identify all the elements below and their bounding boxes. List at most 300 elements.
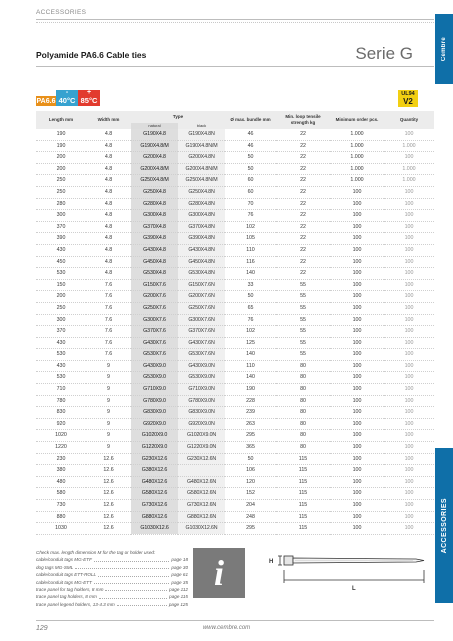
cell-code-black: G1220X9.0N bbox=[178, 442, 225, 454]
reference-item bbox=[36, 586, 188, 593]
cell-width: 9 bbox=[86, 384, 131, 396]
cell-code-black: G530X9.0N bbox=[178, 372, 225, 384]
cell-minimum-order: 100 bbox=[330, 442, 384, 454]
cell-bundle-diameter: 50 bbox=[225, 152, 276, 164]
cell-bundle-diameter: 110 bbox=[225, 244, 276, 256]
cell-code-natural: G480X12.6 bbox=[131, 476, 178, 488]
cell-width: 4.8 bbox=[86, 268, 131, 280]
cell-width: 4.8 bbox=[86, 256, 131, 268]
cell-code-black: G530X7.6N bbox=[178, 349, 225, 361]
cell-width: 7.6 bbox=[86, 291, 131, 303]
table-row bbox=[36, 372, 434, 384]
cell-quantity: 100 bbox=[384, 476, 434, 488]
header-black: black bbox=[178, 123, 225, 129]
title-rule bbox=[36, 66, 434, 67]
cell-tensile-strength: 22 bbox=[276, 175, 330, 187]
cell-code-natural: G390X4.8 bbox=[131, 233, 178, 245]
cell-tensile-strength: 55 bbox=[276, 279, 330, 291]
reference-page: page 30 bbox=[171, 564, 188, 570]
cell-code-black: G190X4.8N/M bbox=[178, 140, 225, 152]
cell-code-natural: G450X4.8 bbox=[131, 256, 178, 268]
cell-code-natural: G710X9.0 bbox=[131, 384, 178, 396]
cell-quantity: 100 bbox=[384, 152, 434, 164]
table-row bbox=[36, 488, 434, 500]
page-number: 129 bbox=[36, 625, 48, 632]
cell-code-natural: G370X7.6 bbox=[131, 326, 178, 338]
cell-quantity: 100 bbox=[384, 488, 434, 500]
cell-tensile-strength: 22 bbox=[276, 140, 330, 152]
cell-quantity: 100 bbox=[384, 337, 434, 349]
cell-minimum-order: 100 bbox=[330, 233, 384, 245]
table-row bbox=[36, 221, 434, 233]
cell-minimum-order: 100 bbox=[330, 221, 384, 233]
cell-bundle-diameter: 46 bbox=[225, 140, 276, 152]
cell-bundle-diameter: 263 bbox=[225, 418, 276, 430]
cell-tensile-strength: 22 bbox=[276, 221, 330, 233]
table-row bbox=[36, 140, 434, 152]
cell-length: 1030 bbox=[36, 523, 86, 535]
leader-dots bbox=[98, 571, 169, 576]
cell-bundle-diameter: 365 bbox=[225, 442, 276, 454]
cell-minimum-order: 100 bbox=[330, 453, 384, 465]
brand-name: Cembre bbox=[441, 36, 447, 62]
cell-tensile-strength: 80 bbox=[276, 384, 330, 396]
cell-code-black: G370X7.6N bbox=[178, 326, 225, 338]
cell-width: 12.6 bbox=[86, 488, 131, 500]
serie-title: Serie G bbox=[355, 44, 413, 63]
cell-code-black: G230X12.6N bbox=[178, 453, 225, 465]
cell-minimum-order: 100 bbox=[330, 430, 384, 442]
cell-code-black: G200X4.8N/M bbox=[178, 163, 225, 175]
table-row bbox=[36, 418, 434, 430]
cell-width: 12.6 bbox=[86, 465, 131, 477]
cell-width: 7.6 bbox=[86, 302, 131, 314]
cell-code-natural: G370X4.8 bbox=[131, 221, 178, 233]
reference-label: cable/conduit tags MG-ETT bbox=[36, 579, 92, 585]
table-row bbox=[36, 476, 434, 488]
cell-code-black: G300X4.8N bbox=[178, 210, 225, 222]
cell-code-natural: G730X12.6 bbox=[131, 500, 178, 512]
cell-length: 530 bbox=[36, 268, 86, 280]
cell-length: 730 bbox=[36, 500, 86, 512]
reference-label: trace panel for tag holders, 8 mm bbox=[36, 587, 104, 593]
cell-width: 4.8 bbox=[86, 129, 131, 140]
cell-tensile-strength: 22 bbox=[276, 244, 330, 256]
top-rule bbox=[36, 19, 434, 20]
cell-minimum-order: 100 bbox=[330, 244, 384, 256]
cell-tensile-strength: 115 bbox=[276, 453, 330, 465]
cell-width: 4.8 bbox=[86, 244, 131, 256]
cell-code-natural: G920X9.0 bbox=[131, 418, 178, 430]
cell-quantity: 100 bbox=[384, 465, 434, 477]
cell-quantity: 1.000 bbox=[384, 140, 434, 152]
cell-minimum-order: 100 bbox=[330, 360, 384, 372]
cell-bundle-diameter: 102 bbox=[225, 221, 276, 233]
cell-tensile-strength: 80 bbox=[276, 407, 330, 419]
spec-table bbox=[36, 111, 434, 535]
cell-code-natural: G1030X12.6 bbox=[131, 523, 178, 535]
cell-quantity: 100 bbox=[384, 291, 434, 303]
cell-tensile-strength: 115 bbox=[276, 500, 330, 512]
cell-minimum-order: 1.000 bbox=[330, 175, 384, 187]
cell-tensile-strength: 22 bbox=[276, 152, 330, 164]
references-block bbox=[36, 549, 188, 608]
table-row bbox=[36, 360, 434, 372]
cell-tensile-strength: 55 bbox=[276, 302, 330, 314]
tie-head bbox=[284, 556, 293, 565]
cell-code-natural: G300X7.6 bbox=[131, 314, 178, 326]
cell-width: 4.8 bbox=[86, 210, 131, 222]
table-row bbox=[36, 430, 434, 442]
leader-dots bbox=[75, 564, 169, 569]
cell-quantity: 100 bbox=[384, 302, 434, 314]
cell-code-natural: G230X12.6 bbox=[131, 453, 178, 465]
cell-code-natural: G190X4.8/M bbox=[131, 140, 178, 152]
cell-tensile-strength: 55 bbox=[276, 326, 330, 338]
cell-minimum-order: 100 bbox=[330, 500, 384, 512]
cell-width: 4.8 bbox=[86, 233, 131, 245]
cell-length: 230 bbox=[36, 453, 86, 465]
cell-bundle-diameter: 76 bbox=[225, 210, 276, 222]
cell-length: 530 bbox=[36, 349, 86, 361]
cell-bundle-diameter: 46 bbox=[225, 129, 276, 140]
cell-bundle-diameter: 228 bbox=[225, 395, 276, 407]
brand-tab bbox=[435, 14, 453, 84]
cell-code-black: G430X4.8N bbox=[178, 244, 225, 256]
cell-length: 250 bbox=[36, 186, 86, 198]
cell-bundle-diameter: 204 bbox=[225, 500, 276, 512]
cell-minimum-order: 1.000 bbox=[330, 129, 384, 140]
cell-quantity: 1.000 bbox=[384, 163, 434, 175]
ul94-badge bbox=[398, 90, 418, 107]
reference-item bbox=[36, 579, 188, 586]
top-dotted-rule bbox=[36, 22, 434, 23]
cell-width: 9 bbox=[86, 442, 131, 454]
cell-bundle-diameter: 152 bbox=[225, 488, 276, 500]
cell-bundle-diameter: 76 bbox=[225, 314, 276, 326]
section-label: ACCESSORIES bbox=[36, 9, 87, 16]
cell-quantity: 100 bbox=[384, 430, 434, 442]
cell-length: 710 bbox=[36, 384, 86, 396]
min-temp-sign: - bbox=[65, 89, 69, 96]
cell-quantity: 100 bbox=[384, 129, 434, 140]
cell-tensile-strength: 55 bbox=[276, 314, 330, 326]
leader-dots bbox=[94, 579, 169, 584]
header-natural: natural bbox=[131, 123, 178, 129]
cell-minimum-order: 100 bbox=[330, 256, 384, 268]
cell-length: 150 bbox=[36, 279, 86, 291]
cell-code-black: G370X4.8N bbox=[178, 221, 225, 233]
cell-tensile-strength: 55 bbox=[276, 291, 330, 303]
cell-tensile-strength: 22 bbox=[276, 210, 330, 222]
cell-minimum-order: 1.000 bbox=[330, 152, 384, 164]
cell-code-natural: G200X4.8 bbox=[131, 152, 178, 164]
cell-code-natural: G1220X9.0 bbox=[131, 442, 178, 454]
cell-width: 9 bbox=[86, 360, 131, 372]
table-row bbox=[36, 244, 434, 256]
cell-code-natural: G200X4.8/M bbox=[131, 163, 178, 175]
cell-width: 4.8 bbox=[86, 175, 131, 187]
cell-code-black: G280X4.8N bbox=[178, 198, 225, 210]
cell-width: 4.8 bbox=[86, 163, 131, 175]
table-row bbox=[36, 523, 434, 535]
cell-minimum-order: 100 bbox=[330, 291, 384, 303]
table-row bbox=[36, 279, 434, 291]
cell-minimum-order: 100 bbox=[330, 395, 384, 407]
cell-minimum-order: 100 bbox=[330, 186, 384, 198]
cell-length: 580 bbox=[36, 488, 86, 500]
header-quantity: Quantity bbox=[384, 111, 434, 129]
cell-tensile-strength: 80 bbox=[276, 372, 330, 384]
cell-code-black: G200X7.6N bbox=[178, 291, 225, 303]
cell-minimum-order: 100 bbox=[330, 314, 384, 326]
cell-bundle-diameter: 60 bbox=[225, 186, 276, 198]
cell-code-black: G1030X12.6N bbox=[178, 523, 225, 535]
cell-bundle-diameter: 65 bbox=[225, 302, 276, 314]
cell-code-natural: G530X9.0 bbox=[131, 372, 178, 384]
cell-code-black: G450X4.8N bbox=[178, 256, 225, 268]
cell-length: 1220 bbox=[36, 442, 86, 454]
cell-tensile-strength: 22 bbox=[276, 268, 330, 280]
cell-code-black: G430X7.6N bbox=[178, 337, 225, 349]
cell-quantity: 100 bbox=[384, 326, 434, 338]
cell-quantity: 100 bbox=[384, 198, 434, 210]
leader-dots bbox=[105, 586, 167, 591]
ul94-label: UL94 bbox=[401, 91, 415, 97]
cell-bundle-diameter: 125 bbox=[225, 337, 276, 349]
cell-length: 370 bbox=[36, 326, 86, 338]
cell-bundle-diameter: 50 bbox=[225, 453, 276, 465]
cell-code-natural: G530X4.8 bbox=[131, 268, 178, 280]
cell-tensile-strength: 115 bbox=[276, 511, 330, 523]
material-badge: PA6.6 bbox=[36, 97, 56, 105]
reference-label: trace panel legend holders, 13-4.3 mm bbox=[36, 601, 115, 607]
cell-bundle-diameter: 110 bbox=[225, 360, 276, 372]
leader-dots bbox=[99, 593, 167, 598]
cell-code-black: G880X12.6N bbox=[178, 511, 225, 523]
cell-width: 7.6 bbox=[86, 326, 131, 338]
table-row bbox=[36, 395, 434, 407]
cell-code-black: G480X12.6N bbox=[178, 476, 225, 488]
cell-width: 9 bbox=[86, 372, 131, 384]
cell-minimum-order: 100 bbox=[330, 384, 384, 396]
cell-code-black: G710X9.0N bbox=[178, 384, 225, 396]
cell-code-black: G150X7.6N bbox=[178, 279, 225, 291]
dim-h-label: H bbox=[269, 559, 274, 565]
cell-length: 250 bbox=[36, 175, 86, 187]
cell-minimum-order: 100 bbox=[330, 337, 384, 349]
cell-tensile-strength: 22 bbox=[276, 198, 330, 210]
cell-tensile-strength: 22 bbox=[276, 186, 330, 198]
table-row bbox=[36, 407, 434, 419]
cell-code-black: G390X4.8N bbox=[178, 233, 225, 245]
cell-length: 190 bbox=[36, 140, 86, 152]
cell-quantity: 100 bbox=[384, 442, 434, 454]
cell-length: 390 bbox=[36, 233, 86, 245]
cell-quantity: 100 bbox=[384, 268, 434, 280]
cell-minimum-order: 100 bbox=[330, 418, 384, 430]
cell-width: 9 bbox=[86, 430, 131, 442]
cell-tensile-strength: 80 bbox=[276, 442, 330, 454]
cell-width: 12.6 bbox=[86, 476, 131, 488]
cell-code-natural: G1020X9.0 bbox=[131, 430, 178, 442]
cell-length: 190 bbox=[36, 129, 86, 140]
cell-code-black: G530X4.8N bbox=[178, 268, 225, 280]
table-row bbox=[36, 210, 434, 222]
cell-tensile-strength: 115 bbox=[276, 465, 330, 477]
reference-item bbox=[36, 601, 188, 608]
cell-minimum-order: 100 bbox=[330, 523, 384, 535]
table-row bbox=[36, 302, 434, 314]
cell-bundle-diameter: 248 bbox=[225, 511, 276, 523]
max-temp-sign: + bbox=[86, 89, 92, 96]
cell-code-natural: G580X12.6 bbox=[131, 488, 178, 500]
cell-length: 830 bbox=[36, 407, 86, 419]
cell-code-black: G580X12.6N bbox=[178, 488, 225, 500]
table-row bbox=[36, 500, 434, 512]
cell-code-natural: G250X7.6 bbox=[131, 302, 178, 314]
cell-quantity: 100 bbox=[384, 418, 434, 430]
cell-length: 280 bbox=[36, 198, 86, 210]
header-width: Width mm bbox=[86, 111, 131, 129]
reference-page: page 112 bbox=[169, 587, 188, 593]
cell-quantity: 100 bbox=[384, 244, 434, 256]
cell-code-natural: G150X7.6 bbox=[131, 279, 178, 291]
cell-bundle-diameter: 295 bbox=[225, 523, 276, 535]
cell-bundle-diameter: 140 bbox=[225, 349, 276, 361]
cell-code-black bbox=[178, 465, 225, 477]
table-row bbox=[36, 129, 434, 140]
header-min-order: Minimum order pcs. bbox=[330, 111, 384, 129]
cell-length: 450 bbox=[36, 256, 86, 268]
cell-width: 12.6 bbox=[86, 500, 131, 512]
cell-length: 200 bbox=[36, 152, 86, 164]
info-icon: i bbox=[193, 548, 245, 598]
header-strength: Min. loop tensile strength kg bbox=[276, 111, 330, 129]
cell-code-black: G250X7.6N bbox=[178, 302, 225, 314]
leader-dots bbox=[117, 601, 167, 606]
cell-width: 4.8 bbox=[86, 198, 131, 210]
cell-tensile-strength: 22 bbox=[276, 233, 330, 245]
cell-length: 430 bbox=[36, 360, 86, 372]
cell-length: 1020 bbox=[36, 430, 86, 442]
cell-tensile-strength: 22 bbox=[276, 256, 330, 268]
cell-bundle-diameter: 70 bbox=[225, 198, 276, 210]
cell-quantity: 100 bbox=[384, 372, 434, 384]
cell-bundle-diameter: 60 bbox=[225, 175, 276, 187]
cell-width: 9 bbox=[86, 418, 131, 430]
bottom-rule bbox=[36, 620, 434, 621]
table-row bbox=[36, 186, 434, 198]
cell-tensile-strength: 80 bbox=[276, 430, 330, 442]
cell-length: 430 bbox=[36, 244, 86, 256]
table-row bbox=[36, 198, 434, 210]
reference-page: page 61 bbox=[171, 572, 188, 578]
max-temperature-badge bbox=[78, 90, 100, 106]
reference-label: trace panel tag holders, 8 mm bbox=[36, 594, 97, 600]
cell-length: 300 bbox=[36, 314, 86, 326]
reference-item bbox=[36, 593, 188, 600]
table-row bbox=[36, 326, 434, 338]
cell-code-natural: G880X12.6 bbox=[131, 511, 178, 523]
header-type: Type bbox=[131, 111, 225, 123]
cell-quantity: 100 bbox=[384, 360, 434, 372]
cell-length: 200 bbox=[36, 291, 86, 303]
website-url[interactable]: www.cembre.com bbox=[202, 625, 251, 631]
cell-quantity: 100 bbox=[384, 407, 434, 419]
dim-l-label: L bbox=[352, 586, 356, 592]
reference-page: page 125 bbox=[168, 601, 188, 607]
cell-width: 9 bbox=[86, 395, 131, 407]
table-row bbox=[36, 384, 434, 396]
cell-tensile-strength: 22 bbox=[276, 163, 330, 175]
cell-minimum-order: 100 bbox=[330, 488, 384, 500]
cell-minimum-order: 100 bbox=[330, 268, 384, 280]
cell-minimum-order: 100 bbox=[330, 476, 384, 488]
cell-minimum-order: 100 bbox=[330, 349, 384, 361]
reference-page: page 35 bbox=[171, 579, 188, 585]
cell-tensile-strength: 80 bbox=[276, 360, 330, 372]
table-row bbox=[36, 442, 434, 454]
cell-code-natural: G430X7.6 bbox=[131, 337, 178, 349]
cell-bundle-diameter: 106 bbox=[225, 465, 276, 477]
cell-quantity: 100 bbox=[384, 186, 434, 198]
table-row bbox=[36, 175, 434, 187]
cell-bundle-diameter: 295 bbox=[225, 430, 276, 442]
cell-bundle-diameter: 105 bbox=[225, 233, 276, 245]
cell-code-black: G430X9.0N bbox=[178, 360, 225, 372]
cell-code-natural: G430X9.0 bbox=[131, 360, 178, 372]
cell-code-black: G830X9.0N bbox=[178, 407, 225, 419]
cell-width: 7.6 bbox=[86, 337, 131, 349]
cell-tensile-strength: 22 bbox=[276, 129, 330, 140]
header-bundle: Ø max. bundle mm bbox=[225, 111, 276, 129]
cell-code-natural: G200X7.6 bbox=[131, 291, 178, 303]
cell-code-natural: G530X7.6 bbox=[131, 349, 178, 361]
cell-minimum-order: 100 bbox=[330, 511, 384, 523]
cell-quantity: 100 bbox=[384, 384, 434, 396]
cell-minimum-order: 100 bbox=[330, 465, 384, 477]
table-row bbox=[36, 453, 434, 465]
cell-minimum-order: 100 bbox=[330, 279, 384, 291]
cell-width: 12.6 bbox=[86, 453, 131, 465]
table-row bbox=[36, 268, 434, 280]
cell-quantity: 100 bbox=[384, 210, 434, 222]
cell-code-black: G300X7.6N bbox=[178, 314, 225, 326]
cell-length: 250 bbox=[36, 302, 86, 314]
reference-item bbox=[36, 556, 188, 563]
header-length: Length mm bbox=[36, 111, 86, 129]
accessories-side-tab bbox=[435, 448, 453, 603]
table-row bbox=[36, 152, 434, 164]
leader-dots bbox=[94, 556, 169, 561]
cell-bundle-diameter: 33 bbox=[225, 279, 276, 291]
cell-width: 4.8 bbox=[86, 186, 131, 198]
cell-length: 920 bbox=[36, 418, 86, 430]
reference-page: page 18 bbox=[171, 557, 188, 563]
cell-width: 9 bbox=[86, 407, 131, 419]
cell-code-natural: G430X4.8 bbox=[131, 244, 178, 256]
cable-tie-drawing bbox=[258, 550, 428, 595]
cell-width: 7.6 bbox=[86, 279, 131, 291]
cell-length: 880 bbox=[36, 511, 86, 523]
cell-quantity: 100 bbox=[384, 221, 434, 233]
spec-table-body bbox=[36, 129, 434, 534]
cell-minimum-order: 1.000 bbox=[330, 140, 384, 152]
cell-code-natural: G190X4.8 bbox=[131, 129, 178, 140]
min-temperature-badge bbox=[56, 90, 78, 106]
cell-bundle-diameter: 140 bbox=[225, 372, 276, 384]
